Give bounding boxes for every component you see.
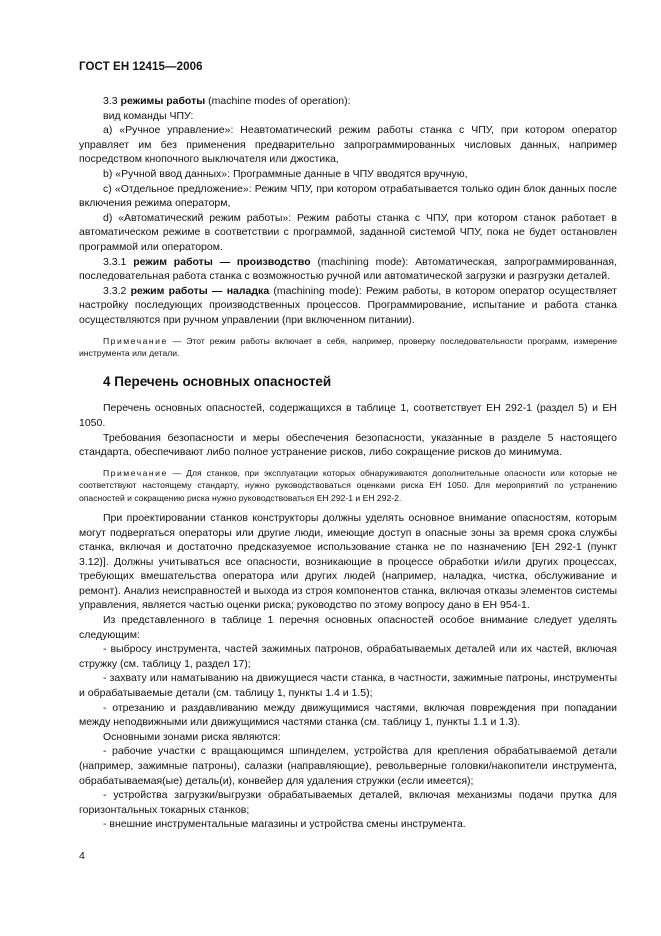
term: режим работы — наладка [130, 284, 270, 297]
clause-3-3-1 [79, 255, 617, 284]
note [79, 335, 617, 360]
bullet-item: - отрезанию и раздавливанию между движущимися частями, включая повреждения при попадании между неподвижными или движущимися частями станка (см. таблицу 1, пункты 1.1 и 1.3). [79, 701, 617, 729]
document-header: ГОСТ ЕН 12415—2006 [79, 61, 203, 73]
note-label: Примечание [103, 335, 168, 346]
paragraph: Перечень основных опасностей, содержащихся в таблице 1, соответствует ЕН 292-1 (раздел 5) и ЕН 1050. [79, 402, 617, 429]
clause-3-3-2 [79, 284, 617, 328]
bullet-item: - захвату или наматыванию на движущиеся части станка, в частности, зажимные патроны, инструменты и обрабатываемые детали (см. таблицу 1, пункты 1.4 и 1.5); [79, 672, 617, 700]
term: режим работы — производство [133, 255, 311, 268]
clause-text: (machining mode): Автоматическая, запрограммированная, последовательная работа станка с возможностью ручной или автоматической загрузки и разгрузки деталей. [79, 255, 617, 283]
note [79, 467, 617, 504]
term-english: (machine modes of operation): [208, 95, 351, 107]
paragraph: Требования безопасности и меры обеспечения безопасности, указанные в разделе 5 настоящего стандарта, обеспечивают либо полное устранение рисков, либо сокращение рисков до минимума. [79, 431, 617, 459]
clause-3-3 [79, 94, 617, 109]
note-text: — Этот режим работы включает в себя, например, проверку последовательности программ, измерение инструмента или детали. [79, 335, 617, 358]
clause-number: 3.3.1 [103, 255, 127, 268]
bullet-item: - выбросу инструмента, частей зажимных патронов, обрабатываемых деталей или их частей, включая стружку (см. таблицу 1, раздел 17); [79, 643, 617, 670]
paragraph: Основными зонами риска являются: [103, 730, 281, 743]
list-item-d: d) «Автоматический режим работы»: Режим работы станка с ЧПУ, при котором станок работает в автоматическом режиме в соответствии с программой, заданной системой ЧПУ, пока не будет остановлен программой или оператором. [79, 211, 617, 253]
list-item-b: b) «Ручной ввод данных»: Программные данные в ЧПУ вводятся вручную, [103, 167, 468, 180]
list-item-a: a) «Ручное управление»: Неавтоматический режим работы станка с ЧПУ, при котором оператор управляет им без применения предварительно запрограммированных числовых данных, например посредством кнопочного выключателя или джостика, [79, 124, 617, 166]
note-label: Примечание [103, 467, 168, 478]
bullet-item: - устройства загрузки/выгрузки обрабатываемых деталей, включая механизмы подачи прутка для горизонтальных токарных станков; [79, 789, 617, 816]
list-item-c: c) «Отдельное предложение»: Режим ЧПУ, при котором отрабатывается только один блок данных после включения режима операторм, [79, 182, 617, 210]
clause-text: (machining mode): Режим работы, в котором оператор осуществляет настройку последующих производственных процессов. Программирование, испытание и работа станка осуществляются при ручном управлении (при включенном питании). [79, 284, 617, 326]
paragraph: Из представленного в таблице 1 перечня основных опасностей особое внимание следует уделять следующим: [79, 614, 617, 641]
bullet-item: - внешние инструментальные магазины и устройства смены инструмента. [103, 818, 466, 831]
bullet-item: - рабочие участки с вращающимся шпинделем, устройства для крепления обрабатываемой детали (например, зажимные патроны), салазки (направляющие), револьверные головки/накопители инструмента, обрабатываемая(ые) деталь(и), конвейер для удаления стружки (если имеется); [79, 745, 617, 787]
term: режимы работы [120, 95, 206, 107]
clause-number: 3.3.2 [103, 284, 127, 297]
page-content [79, 94, 617, 832]
note-text: — Для станков, при эксплуатации которых обнаруживаются дополнительные опасности или которые не соответствуют настоящему стандарту, нужно руководствоваться оценками риска ЕН 1050. Для мероприятий по устранению опасностей и сокращению риска нужно руководствоваться ЕН 292-1 и ЕН 292-2. [79, 467, 617, 503]
page-number: 4 [79, 850, 85, 862]
clause-number: 3.3 [103, 95, 118, 107]
definition-line: вид команды ЧПУ: [103, 109, 194, 122]
section-heading: 4 Перечень основных опасностей [103, 374, 332, 390]
paragraph: При проектировании станков конструкторы должны уделять основное внимание опасностям, которым могут подвергаться операторы или другие люди, имеющие доступ в опасные зоны за время срока службы станка, включая и достаточно предсказуемое использование станка не по назначению [ЕН 292-1 (пункт 3.12)]. Должны учитываться все опасности, возникающие в процессе обработки и/или других процессах, требующих вмешательства оператора или других людей (например, наладка, чистка, обслуживание и ремонт). Анализ неисправностей и выхода из строя компонентов станка, включая отказы элементов системы управления, является частью оценки риска; руководство по этому вопросу дано в ЕН 954-1. [79, 511, 617, 612]
